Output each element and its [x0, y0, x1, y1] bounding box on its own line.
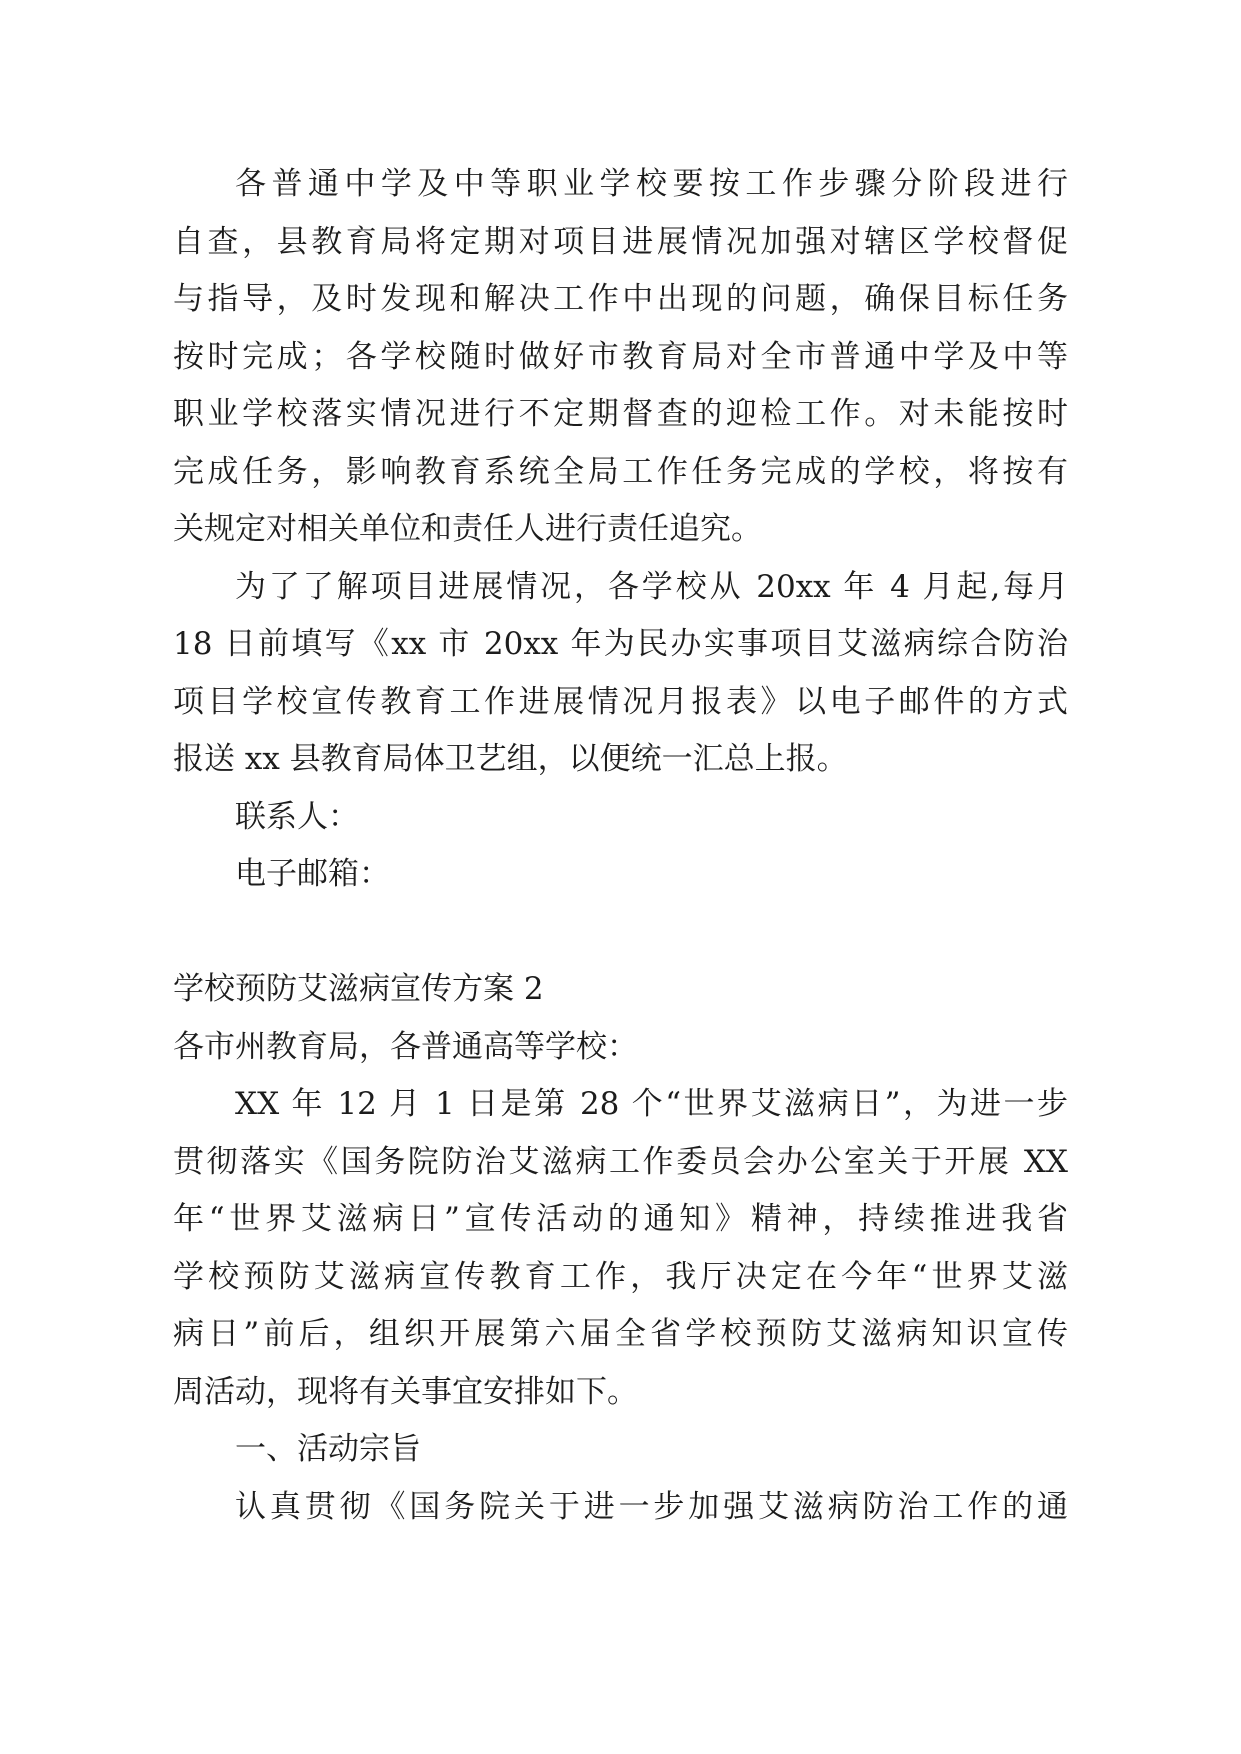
- paragraph-monthly-report: [173, 559, 1068, 789]
- paragraph-line: 项目学校宣传教育工作进展情况月报表》以电子邮件的方式: [173, 683, 1068, 720]
- paragraph-line: 贯彻落实《国务院防治艾滋病工作委员会办公室关于开展 XX: [173, 1143, 1068, 1180]
- contact-person-label: 联系人：: [235, 798, 359, 835]
- email-label: 电子邮箱：: [235, 856, 390, 892]
- paragraph-line: 18 日前填写《xx 市 20xx 年为民办实事项目艾滋病综合防治: [173, 626, 1068, 662]
- addressee-line: 各市州教育局，各普通高等学校：: [173, 1028, 638, 1065]
- paragraph-line: 学校预防艾滋病宣传教育工作，我厅决定在今年“世界艾滋: [173, 1258, 1068, 1295]
- paragraph-line: 周活动，现将有关事宜安排如下。: [173, 1373, 638, 1410]
- paragraph-line: 各普通中学及中等职业学校要按工作步骤分阶段进行: [235, 166, 1068, 202]
- section-heading: 一、活动宗旨: [235, 1431, 421, 1467]
- paragraph-self-inspection: [173, 156, 1068, 559]
- document-body: [173, 156, 1068, 1536]
- paragraph-line: 完成任务，影响教育系统全局工作任务完成的学校，将按有: [173, 453, 1068, 490]
- paragraph-line: 年“世界艾滋病日”宣传活动的通知》精神，持续推进我省: [173, 1201, 1068, 1237]
- paragraph-world-aids-day: [173, 1076, 1068, 1421]
- paragraph-line: 病日”前后，组织开展第六届全省学校预防艾滋病知识宣传: [173, 1316, 1068, 1352]
- blank-line: [173, 904, 1068, 962]
- paragraph-line: 关规定对相关单位和责任人进行责任追究。: [173, 511, 762, 547]
- paragraph-line: 自查，县教育局将定期对项目进展情况加强对辖区学校督促: [173, 223, 1068, 260]
- paragraph-purpose: [173, 1479, 1068, 1537]
- paragraph-line: 与指导，及时发现和解决工作中出现的问题，确保目标任务: [173, 281, 1068, 317]
- paragraph-line: XX 年 12 月 1 日是第 28 个“世界艾滋病日”，为进一步: [235, 1086, 1068, 1122]
- paragraph-line: 职业学校落实情况进行不定期督查的迎检工作。对未能按时: [173, 396, 1068, 432]
- paragraph-line: 报送 xx 县教育局体卫艺组，以便统一汇总上报。: [173, 741, 848, 777]
- section-title: 学校预防艾滋病宣传方案 2: [173, 971, 544, 1007]
- paragraph-line: 认真贯彻《国务院关于进一步加强艾滋病防治工作的通: [235, 1488, 1068, 1525]
- paragraph-line: 为了了解项目进展情况，各学校从 20xx 年 4 月起,每月: [235, 568, 1068, 605]
- paragraph-line: 按时完成；各学校随时做好市教育局对全市普通中学及中等: [173, 338, 1068, 375]
